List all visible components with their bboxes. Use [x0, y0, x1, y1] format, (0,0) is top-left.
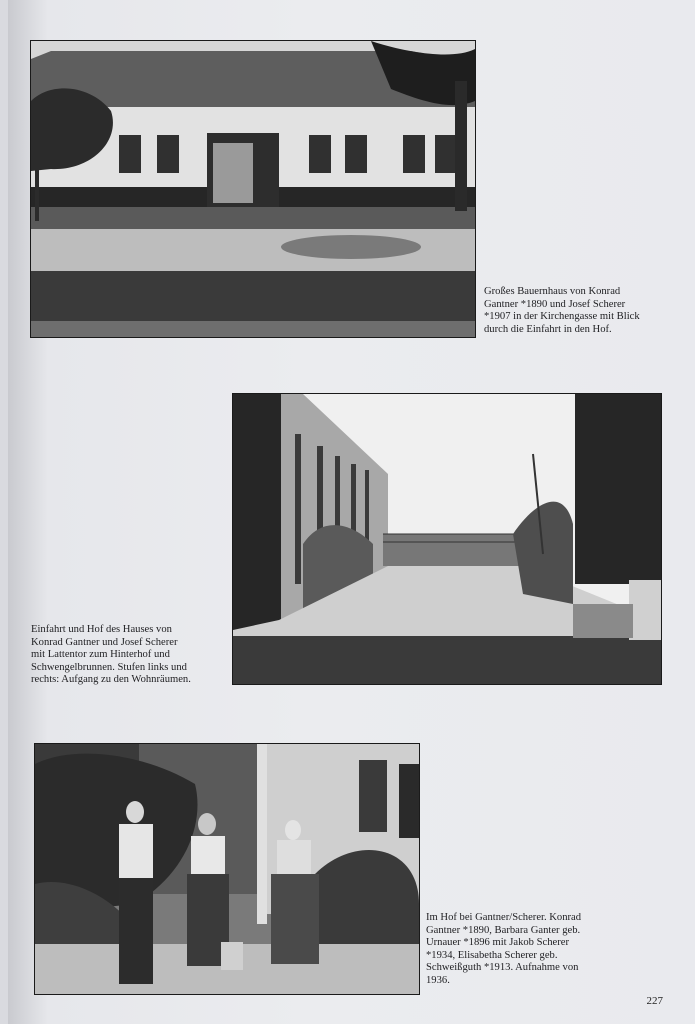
caption-line: Konrad Gantner und Josef Scherer: [31, 636, 178, 648]
farmhouse-photo: [30, 40, 476, 338]
page-number: 227: [646, 995, 663, 1007]
caption-line: mit Lattentor zum Hinterhof und: [31, 649, 170, 661]
family-photo: [34, 743, 420, 995]
courtyard-caption: [31, 624, 191, 687]
book-page: [8, 0, 695, 1024]
caption-line: durch die Einfahrt in den Hof.: [484, 323, 612, 335]
caption-line: *1934, Elisabetha Scherer geb.: [426, 949, 558, 961]
courtyard-photo: [232, 393, 662, 685]
caption-line: Gantner *1890, Barbara Ganter geb.: [426, 924, 581, 936]
caption-line: 1936.: [426, 974, 450, 986]
caption-line: Urnauer *1896 mit Jakob Scherer: [426, 937, 569, 949]
caption-line: Schweißguth *1913. Aufnahme von: [426, 962, 579, 974]
caption-line: Im Hof bei Gantner/Scherer. Konrad: [426, 912, 582, 923]
caption-line: Schwengelbrunnen. Stufen links und: [31, 661, 187, 673]
caption-line: Gantner *1890 und Josef Scherer: [484, 298, 626, 310]
caption-line: rechts: Aufgang zu den Wohnräumen.: [31, 674, 191, 686]
caption-line: *1907 in der Kirchengasse mit Blick: [484, 311, 640, 323]
caption-line: Einfahrt und Hof des Hauses von: [31, 624, 172, 635]
caption-line: Großes Bauernhaus von Konrad: [484, 286, 621, 297]
family-caption: [426, 912, 581, 988]
farmhouse-caption: [484, 286, 640, 336]
